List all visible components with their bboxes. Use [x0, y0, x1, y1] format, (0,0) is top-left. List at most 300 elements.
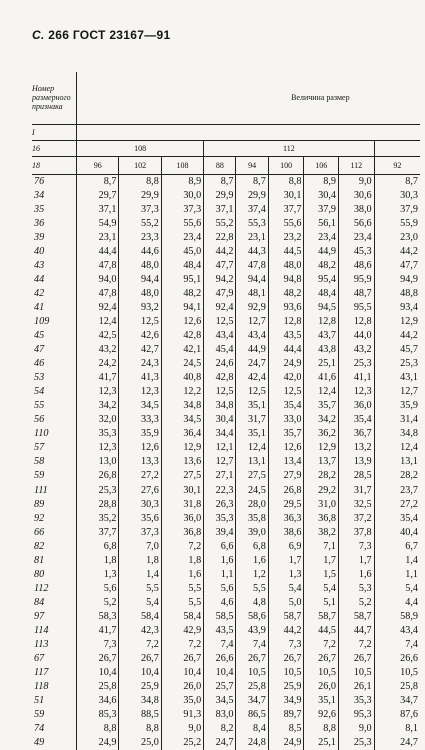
table-cell: 24,6 — [204, 357, 236, 371]
table-cell: 1,2 — [236, 568, 268, 582]
table-cell: 45,3 — [338, 245, 374, 259]
table-cell: 40,8 — [161, 371, 203, 385]
table-cell: 29,9 — [236, 189, 268, 203]
table-cell: 58,6 — [236, 610, 268, 624]
header-row-title — [32, 72, 420, 124]
table-cell: 42,9 — [161, 624, 203, 638]
table-cell: 12,3 — [119, 385, 161, 399]
table-cell: 7,3 — [77, 638, 119, 652]
table-cell: 43,4 — [374, 624, 420, 638]
table-cell: 25,9 — [268, 680, 304, 694]
table-cell: 10,4 — [204, 666, 236, 680]
table-cell: 12,7 — [374, 385, 420, 399]
table-cell: 10,5 — [268, 666, 304, 680]
table-cell: 35,7 — [304, 399, 339, 413]
table-cell: 6,7 — [374, 540, 420, 554]
feature-number: 56 — [34, 414, 45, 426]
feature-number: 111 — [34, 484, 48, 496]
table-cell: 25,3 — [338, 736, 374, 750]
table-cell: 41,3 — [119, 371, 161, 385]
table-cell: 29,2 — [304, 484, 339, 498]
table-cell: 43,5 — [204, 624, 236, 638]
table-cell: 26,7 — [338, 652, 374, 666]
table-cell: 22,8 — [204, 231, 236, 245]
table-cell: 34,4 — [204, 427, 236, 441]
table-cell: 93,2 — [119, 301, 161, 315]
table-cell: 24,7 — [204, 736, 236, 750]
feature-number: 59 — [34, 470, 45, 482]
table-cell: 8,7 — [77, 174, 119, 189]
table-cell: 44,7 — [338, 624, 374, 638]
table-cell: 35,7 — [268, 427, 304, 441]
table-cell: 28,2 — [304, 469, 339, 483]
table-cell: 43,8 — [304, 343, 339, 357]
table-cell: 24,8 — [236, 736, 268, 750]
feature-number: 39 — [34, 231, 45, 243]
table-cell: 42,3 — [119, 624, 161, 638]
table-cell: 48,2 — [161, 287, 203, 301]
table-cell: 44,0 — [338, 329, 374, 343]
table-row — [32, 708, 420, 722]
table-row — [32, 343, 420, 357]
subheader: 94 — [236, 156, 268, 174]
table-cell: 12,8 — [304, 315, 339, 329]
table-cell: 30,1 — [268, 189, 304, 203]
table-cell: 5,6 — [204, 582, 236, 596]
table-cell: 48,7 — [338, 287, 374, 301]
table-body — [32, 174, 420, 750]
table-cell: 1,7 — [338, 554, 374, 568]
size-table — [32, 72, 420, 750]
table-cell: 36,2 — [304, 427, 339, 441]
header-row-18 — [32, 156, 420, 174]
feature-number: 36 — [34, 217, 45, 229]
table-row — [32, 652, 420, 666]
table-cell: 42,6 — [119, 329, 161, 343]
table-cell: 26,7 — [161, 652, 203, 666]
table-cell: 42,5 — [77, 329, 119, 343]
table-cell: 26,7 — [268, 652, 304, 666]
table-cell: 12,3 — [77, 441, 119, 455]
table-cell: 12,4 — [374, 441, 420, 455]
table-cell: 94,0 — [77, 273, 119, 287]
table-cell: 7,2 — [161, 638, 203, 652]
table-cell: 31,4 — [374, 413, 420, 427]
table-cell: 8,8 — [268, 174, 304, 189]
table-cell: 12,7 — [236, 315, 268, 329]
table-cell: 1,4 — [374, 554, 420, 568]
table-cell: 24,9 — [268, 357, 304, 371]
table-cell: 24,3 — [119, 357, 161, 371]
subheader: 102 — [119, 156, 161, 174]
table-cell: 1,8 — [119, 554, 161, 568]
table-cell: 37,9 — [304, 203, 339, 217]
table-cell: 58,5 — [204, 610, 236, 624]
table-cell: 30,1 — [161, 484, 203, 498]
table-cell: 36,0 — [161, 512, 203, 526]
feature-number: 55 — [34, 400, 45, 412]
table-cell: 37,9 — [374, 203, 420, 217]
table-cell: 43,2 — [338, 343, 374, 357]
table-cell: 58,4 — [119, 610, 161, 624]
table-row — [32, 498, 420, 512]
table-cell: 8,2 — [204, 722, 236, 736]
feature-number: 53 — [34, 372, 45, 384]
table-cell: 48,8 — [374, 287, 420, 301]
table-row — [32, 273, 420, 287]
table-cell: 25,9 — [119, 680, 161, 694]
table-cell: 44,9 — [236, 343, 268, 357]
table-cell: 12,3 — [77, 385, 119, 399]
table-cell: 13,9 — [338, 455, 374, 469]
table-cell: 44,9 — [304, 245, 339, 259]
table-cell: 37,3 — [161, 203, 203, 217]
feature-number: 59 — [34, 709, 45, 721]
table-cell: 12,5 — [119, 315, 161, 329]
table-cell: 30,4 — [304, 189, 339, 203]
table-cell: 12,8 — [338, 315, 374, 329]
table-row — [32, 371, 420, 385]
table-cell: 37,3 — [119, 526, 161, 540]
table-cell: 27,2 — [374, 498, 420, 512]
subheader: 108 — [161, 156, 203, 174]
table-cell: 30,4 — [204, 413, 236, 427]
table-cell: 12,2 — [161, 385, 203, 399]
table-cell: 30,6 — [338, 189, 374, 203]
feature-number: 66 — [34, 526, 45, 538]
header-row-16 — [32, 140, 420, 156]
table-cell: 38,2 — [304, 526, 339, 540]
feature-number: 81 — [34, 554, 45, 566]
table-cell: 5,2 — [338, 596, 374, 610]
table-row — [32, 203, 420, 217]
table-cell: 30,3 — [119, 498, 161, 512]
table-cell: 44,6 — [119, 245, 161, 259]
table-cell: 12,7 — [204, 455, 236, 469]
table-cell: 34,9 — [268, 694, 304, 708]
table-cell: 29,5 — [268, 498, 304, 512]
table-cell: 55,6 — [268, 217, 304, 231]
table-cell: 34,8 — [119, 694, 161, 708]
table-row — [32, 596, 420, 610]
table-row — [32, 441, 420, 455]
feature-number: 97 — [34, 610, 45, 622]
table-cell: 26,1 — [338, 680, 374, 694]
table-cell: 23,0 — [374, 231, 420, 245]
table-row — [32, 217, 420, 231]
table-cell: 13,0 — [77, 455, 119, 469]
table-row — [32, 694, 420, 708]
table-cell: 29,9 — [119, 189, 161, 203]
table-row — [32, 610, 420, 624]
table-cell: 13,6 — [161, 455, 203, 469]
table-cell: 27,2 — [119, 469, 161, 483]
table-cell: 47,7 — [374, 259, 420, 273]
table-cell: 7,0 — [119, 540, 161, 554]
table-row — [32, 469, 420, 483]
table-cell: 25,2 — [161, 736, 203, 750]
table-cell: 39,4 — [204, 526, 236, 540]
table-cell: 55,9 — [374, 217, 420, 231]
table-cell: 26,7 — [119, 652, 161, 666]
table-cell: 5,5 — [161, 596, 203, 610]
table-cell: 55,2 — [119, 217, 161, 231]
table-cell: 5,4 — [304, 582, 339, 596]
table-cell: 26,7 — [77, 652, 119, 666]
feature-number: 45 — [34, 330, 45, 342]
table-cell: 1,7 — [268, 554, 304, 568]
table-cell: 1,6 — [161, 568, 203, 582]
table-cell: 12,6 — [161, 315, 203, 329]
feature-number: 67 — [34, 653, 45, 665]
table-cell: 24,2 — [77, 357, 119, 371]
table-cell: 95,5 — [338, 301, 374, 315]
feature-number: 117 — [34, 667, 49, 679]
table-cell: 56,1 — [304, 217, 339, 231]
table-cell: 95,9 — [338, 273, 374, 287]
table-cell: 8,5 — [268, 722, 304, 736]
table-cell: 35,1 — [304, 694, 339, 708]
table-cell: 35,4 — [374, 512, 420, 526]
table-cell: 35,3 — [338, 694, 374, 708]
table-cell: 37,1 — [204, 203, 236, 217]
table-cell: 58,7 — [268, 610, 304, 624]
table-cell: 7,2 — [119, 638, 161, 652]
table-cell: 26,6 — [204, 652, 236, 666]
table-row — [32, 666, 420, 680]
table-row — [32, 329, 420, 343]
table-cell: 7,4 — [374, 638, 420, 652]
subheader: 88 — [204, 156, 236, 174]
table-cell: 36,8 — [304, 512, 339, 526]
table-cell: 12,5 — [236, 385, 268, 399]
table-cell: 26,6 — [374, 652, 420, 666]
table-row — [32, 427, 420, 441]
table-cell: 48,6 — [338, 259, 374, 273]
table-cell: 37,3 — [119, 203, 161, 217]
table-cell: 10,4 — [119, 666, 161, 680]
table-cell: 12,3 — [338, 385, 374, 399]
table-cell: 7,3 — [338, 540, 374, 554]
table-cell: 5,2 — [77, 596, 119, 610]
table-cell: 5,1 — [304, 596, 339, 610]
table-cell: 34,2 — [304, 413, 339, 427]
table-cell: 47,8 — [77, 259, 119, 273]
feature-number: 109 — [34, 315, 50, 327]
table-row — [32, 399, 420, 413]
table-cell: 7,4 — [204, 638, 236, 652]
table-cell: 44,5 — [268, 245, 304, 259]
row-label-i: I — [32, 127, 35, 137]
table-cell: 5,0 — [268, 596, 304, 610]
table-cell: 44,2 — [268, 624, 304, 638]
table-cell: 23,7 — [374, 484, 420, 498]
table-cell: 25,0 — [119, 736, 161, 750]
table-cell: 44,4 — [268, 343, 304, 357]
table-cell: 28,2 — [374, 469, 420, 483]
table-cell: 83,0 — [204, 708, 236, 722]
table-cell: 24,9 — [268, 736, 304, 750]
table-cell: 36,3 — [268, 512, 304, 526]
table-cell: 12,5 — [204, 315, 236, 329]
table-cell: 44,5 — [304, 624, 339, 638]
table-cell: 29,9 — [204, 189, 236, 203]
table-cell: 25,3 — [374, 357, 420, 371]
table-cell: 25,8 — [236, 680, 268, 694]
table-cell: 36,0 — [338, 399, 374, 413]
table-cell: 12,9 — [374, 315, 420, 329]
page-header — [32, 28, 170, 42]
table-cell: 8,7 — [236, 174, 268, 189]
table-cell: 1,5 — [304, 568, 339, 582]
table-cell: 34,7 — [374, 694, 420, 708]
table-cell: 37,2 — [338, 512, 374, 526]
table-cell: 25,1 — [304, 357, 339, 371]
table-cell: 32,5 — [338, 498, 374, 512]
table-cell: 44,2 — [204, 245, 236, 259]
table-cell: 1,3 — [77, 568, 119, 582]
table-cell: 35,1 — [236, 427, 268, 441]
table-cell: 34,6 — [77, 694, 119, 708]
table-cell: 9,0 — [338, 722, 374, 736]
table-cell: 1,1 — [204, 568, 236, 582]
table-cell: 92,4 — [204, 301, 236, 315]
table-cell: 94,1 — [161, 301, 203, 315]
table-cell: 34,8 — [161, 399, 203, 413]
table-cell: 42,0 — [268, 371, 304, 385]
group-112: 112 — [204, 140, 374, 156]
table-cell: 5,5 — [236, 582, 268, 596]
table-cell: 8,9 — [304, 174, 339, 189]
table-cell: 13,1 — [236, 455, 268, 469]
table-cell: 48,2 — [268, 287, 304, 301]
table-cell: 92,6 — [304, 708, 339, 722]
table-cell: 9,0 — [338, 174, 374, 189]
table-cell: 8,8 — [77, 722, 119, 736]
table-cell: 48,4 — [304, 287, 339, 301]
table-cell: 8,8 — [119, 174, 161, 189]
feature-number: 110 — [34, 428, 49, 440]
table-cell: 8,1 — [374, 722, 420, 736]
table-cell: 35,9 — [119, 427, 161, 441]
table-cell: 54,9 — [77, 217, 119, 231]
table-cell: 47,8 — [236, 259, 268, 273]
table-row — [32, 455, 420, 469]
feature-number: 113 — [34, 639, 49, 651]
table-cell: 24,5 — [236, 484, 268, 498]
table-cell: 86,5 — [236, 708, 268, 722]
table-cell: 10,5 — [338, 666, 374, 680]
table-cell: 37,7 — [268, 203, 304, 217]
table-cell: 23,1 — [236, 231, 268, 245]
table-cell: 24,9 — [77, 736, 119, 750]
table-row — [32, 568, 420, 582]
table-cell: 42,4 — [236, 371, 268, 385]
feature-number: 92 — [34, 512, 45, 524]
table-cell: 5,4 — [268, 582, 304, 596]
table-cell: 7,2 — [304, 638, 339, 652]
table-cell: 35,4 — [338, 413, 374, 427]
header-prefix: С. — [32, 28, 45, 42]
feature-number: 76 — [34, 175, 45, 187]
table-cell: 12,4 — [77, 315, 119, 329]
table-cell: 28,8 — [77, 498, 119, 512]
table-cell: 12,8 — [268, 315, 304, 329]
table-cell: 25,3 — [77, 484, 119, 498]
table-cell: 95,1 — [161, 273, 203, 287]
table-cell: 38,0 — [338, 203, 374, 217]
table-row — [32, 540, 420, 554]
table-cell: 48,0 — [119, 287, 161, 301]
table-cell: 8,4 — [236, 722, 268, 736]
table-cell: 24,7 — [374, 736, 420, 750]
table-cell: 92,4 — [77, 301, 119, 315]
table-cell: 28,0 — [236, 498, 268, 512]
table-cell: 37,7 — [77, 526, 119, 540]
feature-number: 44 — [34, 273, 45, 285]
table-cell: 4,6 — [204, 596, 236, 610]
table-cell: 58,9 — [374, 610, 420, 624]
table-cell: 42,1 — [161, 343, 203, 357]
table-cell: 12,9 — [304, 441, 339, 455]
table-cell: 44,2 — [374, 245, 420, 259]
table-cell: 34,8 — [374, 427, 420, 441]
feature-number: 47 — [34, 344, 45, 356]
table-cell: 35,2 — [77, 512, 119, 526]
table-cell: 37,1 — [77, 203, 119, 217]
table-cell: 10,4 — [77, 666, 119, 680]
table-cell: 12,4 — [236, 441, 268, 455]
feature-number: 114 — [34, 625, 49, 636]
table-row — [32, 638, 420, 652]
table-cell: 13,1 — [374, 455, 420, 469]
table-cell: 25,1 — [304, 736, 339, 750]
table-cell: 34,5 — [119, 399, 161, 413]
table-cell: 87,6 — [374, 708, 420, 722]
table-cell: 55,6 — [161, 217, 203, 231]
table-cell: 1,7 — [304, 554, 339, 568]
table-cell: 4,4 — [374, 596, 420, 610]
table-cell: 1,4 — [119, 568, 161, 582]
table-row — [32, 287, 420, 301]
table-cell: 41,6 — [304, 371, 339, 385]
table-cell: 6,9 — [268, 540, 304, 554]
feature-number: 84 — [34, 596, 45, 608]
table-row — [32, 301, 420, 315]
table-cell: 41,1 — [338, 371, 374, 385]
table-cell: 1,1 — [374, 568, 420, 582]
feature-number: 112 — [34, 582, 49, 594]
table-cell: 45,0 — [161, 245, 203, 259]
table-cell: 13,3 — [119, 455, 161, 469]
table-cell: 95,4 — [304, 273, 339, 287]
table-cell: 94,5 — [304, 301, 339, 315]
table-cell: 5,5 — [161, 582, 203, 596]
table-cell: 41,7 — [77, 624, 119, 638]
table-cell: 94,4 — [119, 273, 161, 287]
table-cell: 10,5 — [374, 666, 420, 680]
table-cell: 27,5 — [236, 469, 268, 483]
table-cell: 10,5 — [304, 666, 339, 680]
table-cell: 44,4 — [77, 245, 119, 259]
feature-number: 46 — [34, 358, 45, 370]
table-cell: 26,3 — [204, 498, 236, 512]
table-cell: 85,3 — [77, 708, 119, 722]
table-cell: 48,0 — [268, 259, 304, 273]
row-label-18: 18 — [32, 160, 40, 170]
table-row — [32, 315, 420, 329]
table-cell: 34,2 — [77, 399, 119, 413]
